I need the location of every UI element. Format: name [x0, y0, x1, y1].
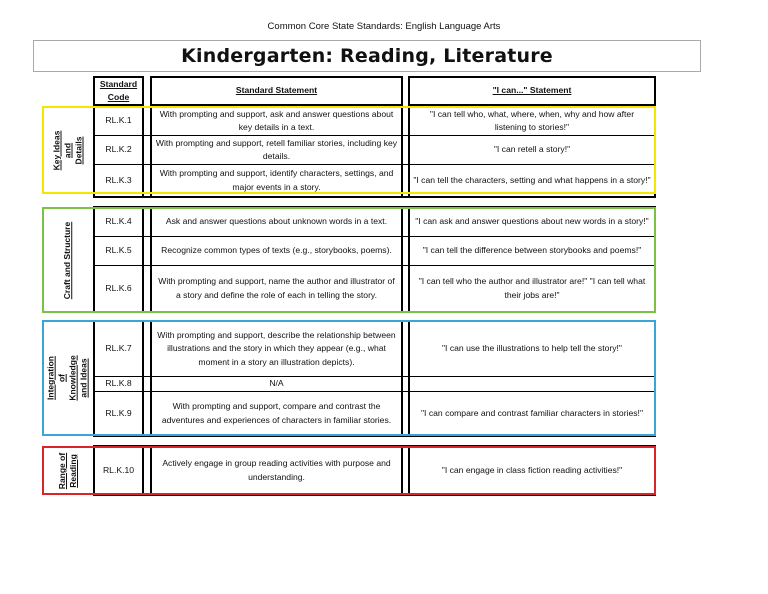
table-row-statement: With prompting and support, compare and contrast the adventures and experiences of characters in familiar stories.: [161, 401, 392, 425]
table-row-statement: N/A: [269, 378, 284, 389]
table-row-ican: "I can tell who the author and illustrator are!" "I can tell what their jobs are!": [418, 276, 646, 300]
table-row-code: RL.K.6: [105, 282, 132, 293]
table-row-statement: With prompting and support, retell familiar stories, including key details.: [155, 137, 398, 161]
table-row-ican: "I can tell the difference between storybooks and poems!": [422, 245, 642, 256]
table-row-code: RL.K.5: [105, 245, 132, 256]
page-title-box: [33, 40, 701, 72]
table-row-statement: With prompting and support, name the author and illustrator of a story and define the role of each in telling the story.: [158, 276, 395, 300]
header-standard-statement-label: Standard Statement: [235, 85, 318, 96]
table-row-statement: With prompting and support, ask and answer questions about key details in a text.: [159, 108, 394, 132]
page-title: Kindergarten: Reading, Literature: [181, 45, 553, 67]
header-standard-statement: [150, 76, 403, 106]
table-row-ican: "I can tell the characters, setting and what happens in a story!": [413, 174, 651, 185]
table-row-statement: With prompting and support, describe the relationship between illustrations and the story in which they appear (e.g., what moment in a story an illustration depicts).: [157, 329, 396, 367]
table-row-code: RL.K.7: [105, 343, 132, 354]
table-row-statement: With prompting and support, identify characters, settings, and major events in a story.: [159, 168, 394, 192]
group-label-key-ideas-text: Key Ideas and Details: [51, 130, 84, 170]
group-label-integration-text: Integration of Knowledge and Ideas: [46, 355, 90, 401]
table-row-code: RL.K.3: [105, 174, 132, 185]
table-row-code: RL.K.10: [102, 464, 135, 475]
table-row-code: RL.K.8: [105, 378, 132, 389]
table-row-ican: [410, 377, 654, 391]
group-label-range: [46, 446, 90, 495]
table-row-code: RL.K.4: [105, 216, 132, 227]
table-row-code: RL.K.2: [105, 144, 132, 155]
group-label-integration: [46, 320, 90, 436]
table-row-statement: Recognize common types of texts (e.g., storybooks, poems).: [161, 245, 392, 256]
table-row-ican: "I can tell who, what, where, when, why and how after listening to stories!": [429, 108, 635, 132]
header-standard-code-label: Standard Code: [99, 78, 138, 102]
header-ican-statement-label: "I can..." Statement: [492, 85, 572, 96]
table-row-code: RL.K.9: [105, 407, 132, 418]
header-standard-code: [93, 76, 144, 106]
table-row-ican: "I can retell a story!": [493, 144, 571, 155]
group-label-craft: [46, 207, 90, 313]
table-row-ican: "I can use the illustrations to help tell the story!": [442, 343, 622, 354]
table-row-statement: Ask and answer questions about unknown words in a text.: [165, 216, 388, 227]
group-label-craft-text: Craft and Structure: [62, 221, 73, 299]
group-label-range-text: Range of Reading: [57, 452, 78, 489]
table-row-statement: Actively engage in group reading activities with purpose and understanding.: [162, 458, 391, 482]
table-row-ican: "I can engage in class fiction reading activities!": [441, 464, 623, 475]
group-label-key-ideas: [46, 106, 90, 194]
document-header: Common Core State Standards: English Language Arts: [267, 21, 501, 32]
table-row-code: RL.K.1: [105, 115, 132, 126]
header-ican-statement: [408, 76, 656, 106]
table-row-ican: "I can compare and contrast familiar characters in stories!": [421, 407, 643, 418]
table-row-ican: "I can ask and answer questions about new words in a story!": [415, 216, 649, 227]
